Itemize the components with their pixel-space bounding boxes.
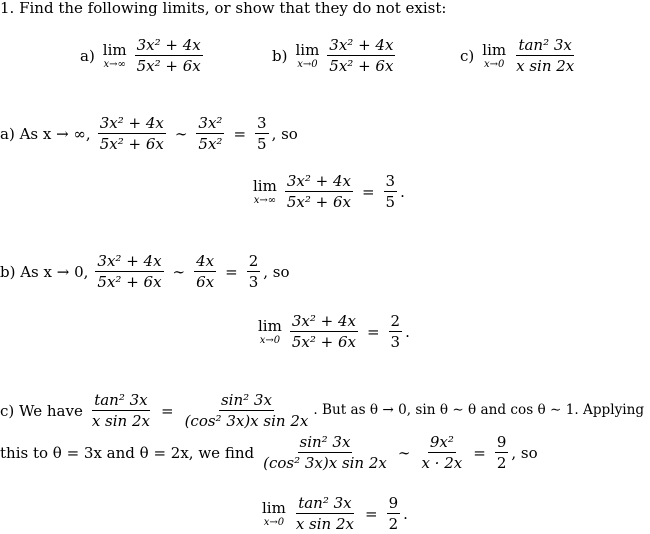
period: .	[403, 504, 408, 523]
equals-symbol: =	[366, 322, 380, 341]
fraction: $\frac{9}{2}$	[388, 494, 399, 533]
fraction: $\frac{\text{tan² 3x}}{\text{x sin 2x}}$	[91, 391, 150, 430]
period: .	[400, 182, 405, 201]
fraction: $\frac{\text{9x²}}{x \cdot 2x}$	[421, 433, 463, 472]
problem-intro: 1. Find the following limits, or show that they do not exist:	[0, 0, 447, 17]
solution-a-display	[253, 174, 405, 210]
solution-b-display	[258, 314, 410, 350]
limit-operator: lim x→0	[482, 40, 507, 70]
equals-symbol: =	[364, 504, 378, 523]
fraction: $\frac{\text{tan² 3x}}{\text{x sin 2x}}$	[295, 494, 354, 533]
solution-a-tail: , so	[271, 124, 298, 143]
solution-c-lead: c) We have	[0, 401, 83, 420]
limit-operator: lim x→∞	[102, 40, 127, 70]
fraction: $\frac{4x}{6x}$	[196, 252, 215, 291]
fraction: $\frac{\text{3x²}}{\text{5x²}}$	[198, 114, 223, 153]
fraction: $\frac{2}{3}$	[390, 312, 401, 351]
fraction: $\frac{\text{3x² + 4x}}{\text{5x² + 6x}}$	[286, 172, 351, 211]
solution-a-lead: a) As x → ∞,	[0, 124, 91, 143]
solution-b-tail: , so	[263, 262, 290, 281]
solution-c-display	[262, 496, 408, 532]
part-label: b)	[272, 46, 288, 65]
asymptotic-symbol: ∼	[172, 262, 186, 281]
equals-symbol: =	[473, 443, 486, 462]
equals-symbol: =	[160, 401, 174, 420]
limit-operator: lim x→0	[258, 316, 282, 346]
fraction: $\frac{\text{sin² 3x}}{\text{(cos² 3x)x sin 2x}}$	[184, 391, 309, 430]
fraction: $\frac{\text{sin² 3x}}{\text{(cos² 3x)x sin 2x}}$	[263, 433, 387, 472]
solution-b-line	[0, 254, 290, 290]
solution-c-line1-tail: . But as θ → 0, sin θ ∼ θ and cos θ ∼ 1. Applying	[313, 402, 645, 419]
equals-symbol: =	[225, 262, 238, 281]
part-label: a)	[80, 46, 95, 65]
fraction: $\frac{\text{tan² 3x}}{\text{x sin 2x}}$	[516, 36, 575, 75]
equals-symbol: =	[361, 182, 375, 201]
fraction: $\frac{9}{2}$	[496, 433, 507, 472]
solution-c-line-1	[0, 393, 644, 429]
solution-b-lead: b) As x → 0,	[0, 262, 89, 281]
equals-symbol: =	[233, 124, 247, 143]
fraction: $\frac{\text{3x² + 4x}}{\text{5x² + 6x}}$	[99, 114, 164, 153]
solution-a-line	[0, 116, 298, 152]
solution-c-tail: , so	[511, 443, 538, 462]
fraction: $\frac{3}{5}$	[385, 172, 396, 211]
limit-operator: lim x→0	[295, 40, 320, 70]
fraction: $\frac{3}{5}$	[257, 114, 267, 153]
fraction: $\frac{\text{3x² + 4x}}{\text{5x² + 6x}}$	[291, 312, 356, 351]
problem-part-b	[272, 38, 398, 74]
problem-part-c	[460, 38, 579, 74]
fraction: $\frac{\text{3x² + 4x}}{\text{5x² + 6x}}$	[136, 36, 201, 75]
fraction: $\frac{\text{3x² + 4x}}{\text{5x² + 6x}}$	[97, 252, 162, 291]
limit-operator: lim x→0	[262, 498, 286, 528]
solution-c-line-2	[0, 435, 538, 471]
fraction: $\frac{\text{3x² + 4x}}{\text{5x² + 6x}}$	[329, 36, 394, 75]
problem-part-a	[80, 38, 206, 74]
solution-c-line2-lead: this to θ = 3x and θ = 2x, we find	[0, 443, 255, 462]
asymptotic-symbol: ∼	[397, 443, 411, 462]
part-label: c)	[460, 46, 475, 65]
period: .	[405, 322, 410, 341]
asymptotic-symbol: ∼	[174, 124, 188, 143]
limit-operator: lim x→∞	[253, 176, 277, 206]
fraction: $\frac{2}{3}$	[248, 252, 259, 291]
